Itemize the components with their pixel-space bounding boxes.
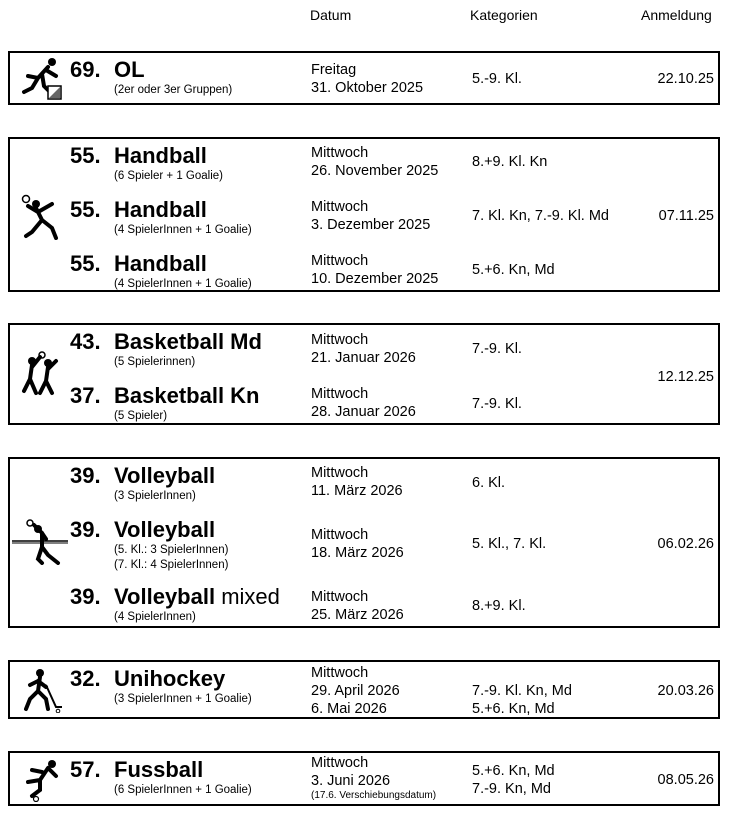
registration-deadline: 22.10.25 [657, 71, 714, 87]
event-number: 32. [70, 666, 101, 691]
event-title-suffix: mixed [221, 584, 280, 609]
event-category: 7. Kl. Kn, 7.-9. Kl. Md [472, 208, 609, 224]
event-category: 7.-9. Kl. [472, 341, 522, 357]
event-subtitle: (3 SpielerInnen) [114, 490, 196, 502]
event-title: Volleyball [114, 517, 216, 542]
event-date-text: 29. April 2026 [311, 683, 400, 699]
unihockey-icon [18, 667, 64, 713]
event-number: 39. [70, 517, 101, 542]
event-block-ol [8, 51, 720, 105]
event-number: 55. [70, 143, 101, 168]
basketball-icon [18, 351, 64, 397]
event-date [311, 331, 416, 367]
event-block-handball [8, 137, 720, 292]
event-date [311, 588, 404, 624]
event-subtitle: (5. Kl.: 3 SpielerInnen) [114, 544, 229, 556]
orienteering-icon [18, 56, 64, 102]
event-date-text: 28. Januar 2026 [311, 404, 416, 420]
event-subtitle-2: (7. Kl.: 4 SpielerInnen) [114, 559, 229, 571]
event-subtitle: (6 SpielerInnen + 1 Goalie) [114, 784, 252, 796]
event-date-text: 21. Januar 2026 [311, 350, 416, 366]
event-number: 69. [70, 57, 101, 82]
event-day: Mittwoch [311, 253, 369, 269]
event-category [472, 682, 572, 718]
event-date-text: 25. März 2026 [311, 607, 404, 623]
event-block-unihockey [8, 660, 720, 719]
event-title: Handball [114, 251, 207, 276]
event-category: 5. Kl., 7. Kl. [472, 536, 547, 552]
column-header-anmeldung: Anmeldung [641, 7, 712, 23]
event-subtitle: (2er oder 3er Gruppen) [114, 84, 233, 96]
event-title: Volleyball [114, 463, 216, 488]
event-date [311, 464, 403, 500]
event-date [311, 385, 416, 421]
event-subtitle: (5 Spieler) [114, 410, 168, 422]
event-number: 37. [70, 383, 101, 408]
column-header-datum: Datum [310, 7, 352, 23]
event-day: Mittwoch [311, 199, 369, 215]
event-date [311, 198, 430, 234]
event-day: Mittwoch [311, 527, 369, 543]
event-title: Fussball [114, 757, 204, 782]
event-category [472, 762, 555, 798]
event-subtitle: (3 SpielerInnen + 1 Goalie) [114, 693, 252, 705]
event-category-line-2: 7.-9. Kn, Md [472, 781, 551, 797]
event-subtitle: (4 SpielerInnen) [114, 611, 196, 623]
event-date [311, 526, 404, 562]
event-category: 5.-9. Kl. [472, 71, 522, 87]
event-date-text: 3. Juni 2026 [311, 773, 391, 789]
event-block-volleyball [8, 457, 720, 628]
event-title-text: Volleyball [114, 584, 216, 609]
event-day: Mittwoch [311, 665, 369, 681]
volleyball-icon [12, 519, 68, 565]
event-day: Mittwoch [311, 589, 369, 605]
event-date-text: 31. Oktober 2025 [311, 80, 424, 96]
event-number: 43. [70, 329, 101, 354]
event-date-note: (17.6. Verschiebungsdatum) [311, 790, 437, 801]
registration-deadline: 07.11.25 [658, 208, 714, 224]
registration-deadline: 12.12.25 [657, 369, 714, 385]
registration-deadline: 20.03.26 [657, 683, 714, 699]
event-category-line: 5.+6. Kn, Md [472, 763, 555, 779]
registration-deadline: 06.02.26 [657, 536, 714, 552]
event-category: 8.+9. Kl. [472, 598, 526, 614]
event-block-fussball [8, 751, 720, 806]
event-date-text: 18. März 2026 [311, 545, 404, 561]
event-category: 5.+6. Kn, Md [472, 262, 555, 278]
event-day: Mittwoch [311, 386, 369, 402]
event-date [311, 61, 423, 97]
event-date [311, 144, 438, 180]
event-title [114, 585, 280, 609]
event-date-text: 10. Dezember 2025 [311, 271, 439, 287]
column-header-kategorien: Kategorien [470, 7, 538, 23]
event-date [311, 664, 400, 718]
event-title: Handball [114, 197, 207, 222]
event-number: 39. [70, 584, 101, 609]
event-number: 57. [70, 757, 101, 782]
event-category: 7.-9. Kl. [472, 396, 522, 412]
event-title: Unihockey [114, 666, 226, 691]
event-category-line: 7.-9. Kl. Kn, Md [472, 683, 572, 699]
event-subtitle: (4 SpielerInnen + 1 Goalie) [114, 224, 252, 236]
event-category: 6. Kl. [472, 475, 506, 491]
event-date-text: 11. März 2026 [311, 483, 403, 499]
event-title: OL [114, 57, 145, 82]
event-date [311, 754, 436, 802]
event-date-text: 3. Dezember 2025 [311, 217, 431, 233]
event-day: Mittwoch [311, 145, 369, 161]
event-date-text: 26. November 2025 [311, 163, 439, 179]
event-block-basketball [8, 323, 720, 425]
event-date-text-2: 6. Mai 2026 [311, 701, 387, 717]
event-number: 55. [70, 197, 101, 222]
event-day: Mittwoch [311, 465, 369, 481]
event-date [311, 252, 438, 288]
event-number: 55. [70, 251, 101, 276]
event-category-line-2: 5.+6. Kn, Md [472, 701, 555, 717]
event-number: 39. [70, 463, 101, 488]
event-subtitle: (6 Spieler + 1 Goalie) [114, 170, 223, 182]
event-day: Freitag [311, 62, 357, 78]
event-title: Handball [114, 143, 207, 168]
event-day: Mittwoch [311, 755, 369, 771]
event-title: Basketball Kn [114, 383, 260, 408]
event-subtitle: (5 Spielerinnen) [114, 356, 196, 368]
event-day: Mittwoch [311, 332, 369, 348]
event-category: 8.+9. Kl. Kn [472, 154, 548, 170]
handball-icon [18, 194, 64, 240]
registration-deadline: 08.05.26 [657, 772, 714, 788]
event-subtitle: (4 SpielerInnen + 1 Goalie) [114, 278, 252, 290]
event-title: Basketball Md [114, 329, 262, 354]
football-icon [18, 756, 64, 802]
